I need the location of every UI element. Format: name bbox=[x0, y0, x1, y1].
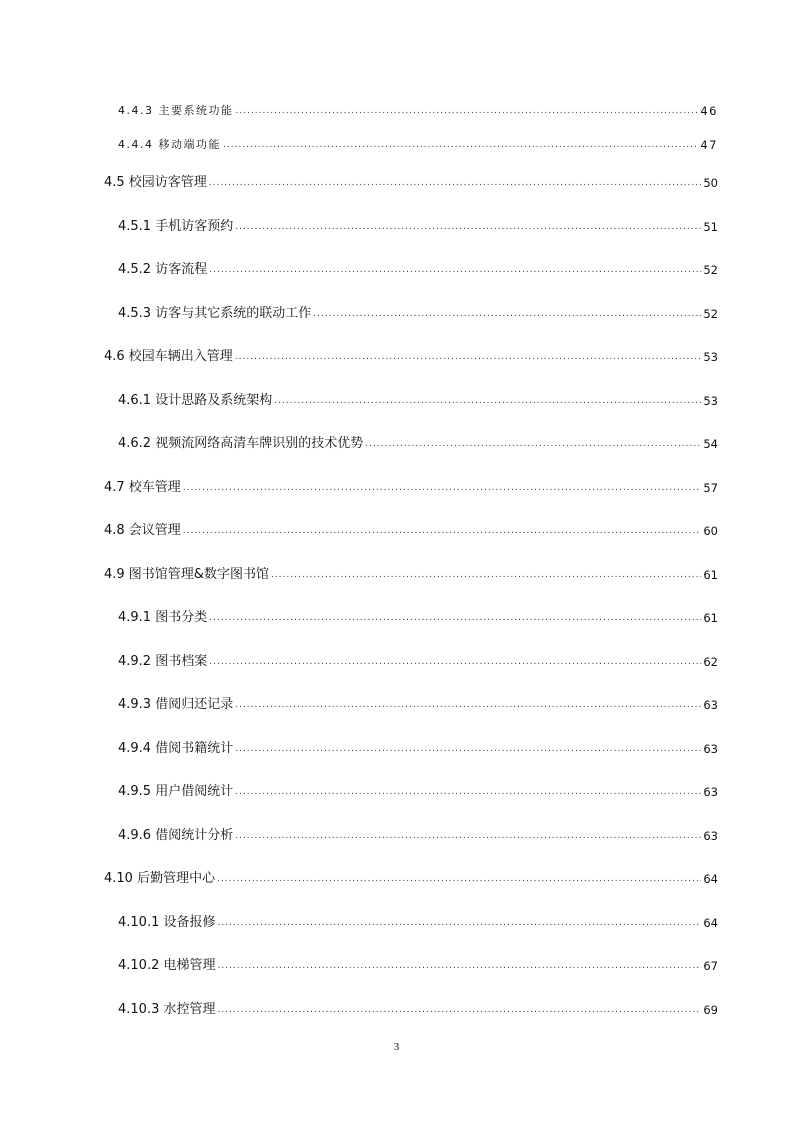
toc-entry[interactable] bbox=[118, 102, 718, 120]
toc-entry-label: 4.10.3 水控管理 bbox=[118, 1002, 216, 1017]
dot-leader bbox=[217, 872, 701, 886]
toc-entry-label: 4.9.4 借阅书籍统计 bbox=[118, 741, 234, 756]
dot-leader bbox=[183, 481, 702, 495]
dot-leader bbox=[313, 307, 701, 321]
toc-entry-page: 53 bbox=[703, 350, 718, 364]
dot-leader bbox=[209, 611, 701, 625]
toc-entry-page: 52 bbox=[703, 263, 718, 277]
dot-leader bbox=[217, 959, 701, 973]
dot-leader bbox=[209, 176, 702, 190]
page-number: 3 bbox=[393, 1041, 400, 1053]
toc-entry[interactable] bbox=[118, 653, 718, 671]
dot-leader bbox=[365, 437, 701, 451]
toc-entry[interactable] bbox=[118, 783, 718, 801]
toc-entry-label: 4.6.1 设计思路及系统架构 bbox=[118, 393, 273, 408]
toc-entry[interactable] bbox=[118, 305, 718, 323]
toc-entry-page: 62 bbox=[703, 655, 718, 669]
toc-entry[interactable] bbox=[118, 1001, 718, 1019]
toc-entry-page: 61 bbox=[703, 568, 718, 582]
dot-leader bbox=[235, 742, 701, 756]
toc-entry[interactable] bbox=[118, 435, 718, 453]
toc-entry-page: 63 bbox=[703, 742, 718, 756]
toc-entry-page: 60 bbox=[703, 524, 718, 538]
toc-entry[interactable] bbox=[118, 957, 718, 975]
toc-entry-page: 63 bbox=[703, 698, 718, 712]
toc-entry-label: 4.10.1 设备报修 bbox=[118, 915, 216, 930]
toc-entry-label: 4.7 校车管理 bbox=[104, 480, 181, 495]
toc-entry-label: 4.9.2 图书档案 bbox=[118, 654, 208, 669]
toc-entry[interactable] bbox=[118, 218, 718, 236]
toc-entry[interactable] bbox=[118, 392, 718, 410]
dot-leader bbox=[271, 568, 701, 582]
toc-entry[interactable] bbox=[118, 827, 718, 845]
toc-entry-label: 4.9.6 借阅统计分析 bbox=[118, 828, 234, 843]
toc-entry[interactable] bbox=[104, 870, 718, 888]
dot-leader bbox=[235, 785, 701, 799]
dot-leader bbox=[209, 263, 701, 277]
toc-entry[interactable] bbox=[118, 261, 718, 279]
dot-leader bbox=[236, 104, 699, 118]
toc-entry-page: 54 bbox=[703, 437, 718, 451]
dot-leader bbox=[274, 394, 701, 408]
toc-entry[interactable] bbox=[104, 174, 718, 192]
toc-entry-page: 61 bbox=[703, 611, 718, 625]
toc-entry-label: 4.4.3 主要系统功能 bbox=[118, 104, 234, 117]
toc-entry-label: 4.6 校园车辆出入管理 bbox=[104, 349, 233, 364]
toc-entry-label: 4.5.2 访客流程 bbox=[118, 262, 208, 277]
toc-entry-label: 4.6.2 视频流网络高清车牌识别的技术优势 bbox=[118, 436, 364, 451]
dot-leader bbox=[235, 698, 701, 712]
toc-entry-page: 64 bbox=[703, 872, 718, 886]
toc-entry-page: 51 bbox=[703, 220, 718, 234]
toc-entry-label: 4.9.5 用户借阅统计 bbox=[118, 784, 234, 799]
toc-entry-label: 4.8 会议管理 bbox=[104, 523, 181, 538]
toc-entry-label: 4.5.1 手机访客预约 bbox=[118, 219, 234, 234]
toc-entry-label: 4.9.3 借阅归还记录 bbox=[118, 697, 234, 712]
toc-entry-label: 4.5.3 访客与其它系统的联动工作 bbox=[118, 306, 312, 321]
toc-entry-page: 46 bbox=[700, 104, 718, 118]
dot-leader bbox=[223, 138, 698, 152]
toc-entry-label: 4.10.2 电梯管理 bbox=[118, 958, 216, 973]
toc-entry[interactable] bbox=[118, 696, 718, 714]
dot-leader bbox=[217, 916, 701, 930]
toc-entry[interactable] bbox=[118, 914, 718, 932]
toc-entry-page: 63 bbox=[703, 785, 718, 799]
toc-entry[interactable] bbox=[118, 609, 718, 627]
toc-entry-label: 4.4.4 移动端功能 bbox=[118, 138, 221, 151]
toc-entry-label: 4.10 后勤管理中心 bbox=[104, 871, 216, 886]
toc-entry[interactable] bbox=[104, 522, 718, 540]
toc-entry-page: 64 bbox=[703, 916, 718, 930]
dot-leader bbox=[217, 1003, 701, 1017]
toc-entry-page: 52 bbox=[703, 307, 718, 321]
toc-entry-page: 63 bbox=[703, 829, 718, 843]
toc-entry[interactable] bbox=[104, 348, 718, 366]
toc-entry-page: 50 bbox=[703, 176, 718, 190]
toc-entry[interactable] bbox=[118, 136, 718, 154]
toc-entry[interactable] bbox=[118, 740, 718, 758]
dot-leader bbox=[235, 350, 702, 364]
toc-entry-page: 67 bbox=[703, 959, 718, 973]
toc-entry-label: 4.9.1 图书分类 bbox=[118, 610, 208, 625]
dot-leader bbox=[235, 829, 701, 843]
toc-entry[interactable] bbox=[104, 479, 718, 497]
dot-leader bbox=[183, 524, 702, 538]
dot-leader bbox=[209, 655, 701, 669]
toc-entry-page: 47 bbox=[700, 138, 718, 152]
toc-entry[interactable] bbox=[104, 566, 718, 584]
toc-entry-label: 4.5 校园访客管理 bbox=[104, 175, 207, 190]
toc-entry-page: 69 bbox=[703, 1003, 718, 1017]
dot-leader bbox=[235, 220, 701, 234]
toc-entry-page: 53 bbox=[703, 394, 718, 408]
toc-entry-page: 57 bbox=[703, 481, 718, 495]
toc-entry-label: 4.9 图书馆管理&数字图书馆 bbox=[104, 567, 269, 582]
